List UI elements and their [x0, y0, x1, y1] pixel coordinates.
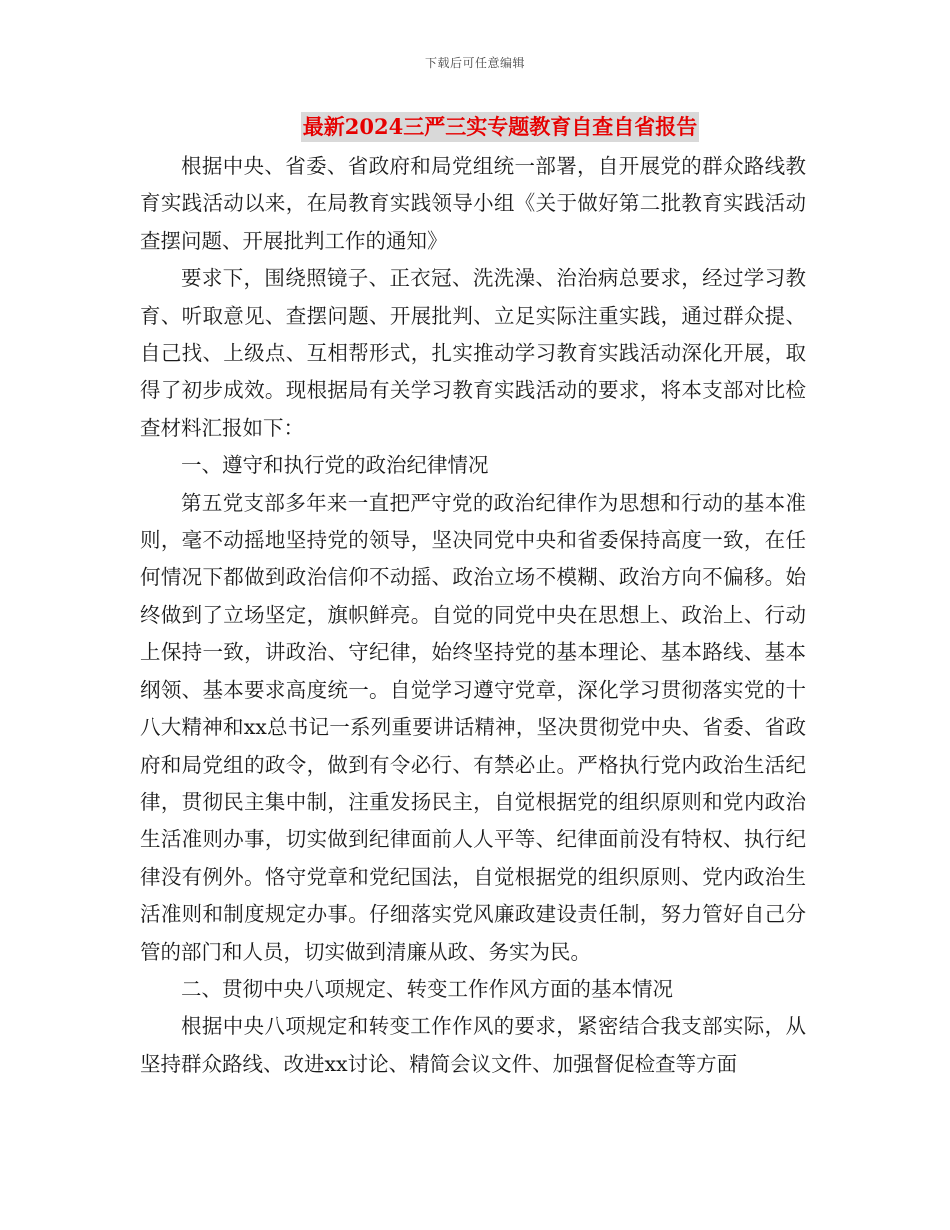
document-body	[140, 148, 806, 1083]
paragraph-requirements: 要求下，围绕照镜子、正衣冠、洗洗澡、治治病总要求，经过学习教育、听取意见、查摆问题、开展批判、立足实际注重实践，通过群众提、自己找、上级点、互相帮形式，扎实推动学习教育实践活动深化开展，取得了初步成效。现根据局有关学习教育实践活动的要求，将本支部对比检查材料汇报如下：	[140, 266, 806, 440]
paragraph-intro: 根据中央、省委、省政府和局党组统一部署，自开展党的群众路线教育实践活动以来，在局教育实践领导小组《关于做好第二批教育实践活动查摆问题、开展批判工作的通知》	[140, 154, 806, 253]
section-heading-2: 二、贯彻中央八项规定、转变工作作风方面的基本情况	[181, 976, 673, 1001]
paragraph-section-2: 根据中央八项规定和转变工作作风的要求，紧密结合我支部实际，从坚持群众路线、改进xx讨论、精简会议文件、加强督促检查等方面	[140, 1014, 806, 1076]
paragraph-section-1: 第五党支部多年来一直把严守党的政治纪律作为思想和行动的基本准则，毫不动摇地坚持党的领导，坚决同党中央和省委保持高度一致，在任何情况下都做到政治信仰不动摇、政治立场不模糊、政治方向不偏移。始终做到了立场坚定，旗帜鲜亮。自觉的同党中央在思想上、政治上、行动上保持一致，讲政治、守纪律，始终坚持党的基本理论、基本路线、基本纲领、基本要求高度统一。自觉学习遵守党章，深化学习贯彻落实党的十八大精神和xx总书记一系列重要讲话精神，坚决贯彻党中央、省委、省政府和局党组的政令，做到有令必行、有禁必止。严格执行党内政治生活纪律，贯彻民主集中制，注重发扬民主，自觉根据党的组织原则和党内政治生活准则办事，切实做到纪律面前人人平等、纪律面前没有特权、执行纪律没有例外。恪守党章和党纪国法，自觉根据党的组织原则、党内政治生活准则和制度规定办事。仔细落实党风廉政建设责任制，努力管好自己分管的部门和人员，切实做到清廉从政、务实为民。	[140, 490, 806, 964]
document-title: 最新2024三严三实专题教育自查自省报告	[301, 112, 699, 142]
section-heading-1: 一、遵守和执行党的政治纪律情况	[181, 453, 489, 478]
title-container	[0, 112, 950, 142]
header-note: 下载后可任意编辑	[424, 56, 525, 70]
